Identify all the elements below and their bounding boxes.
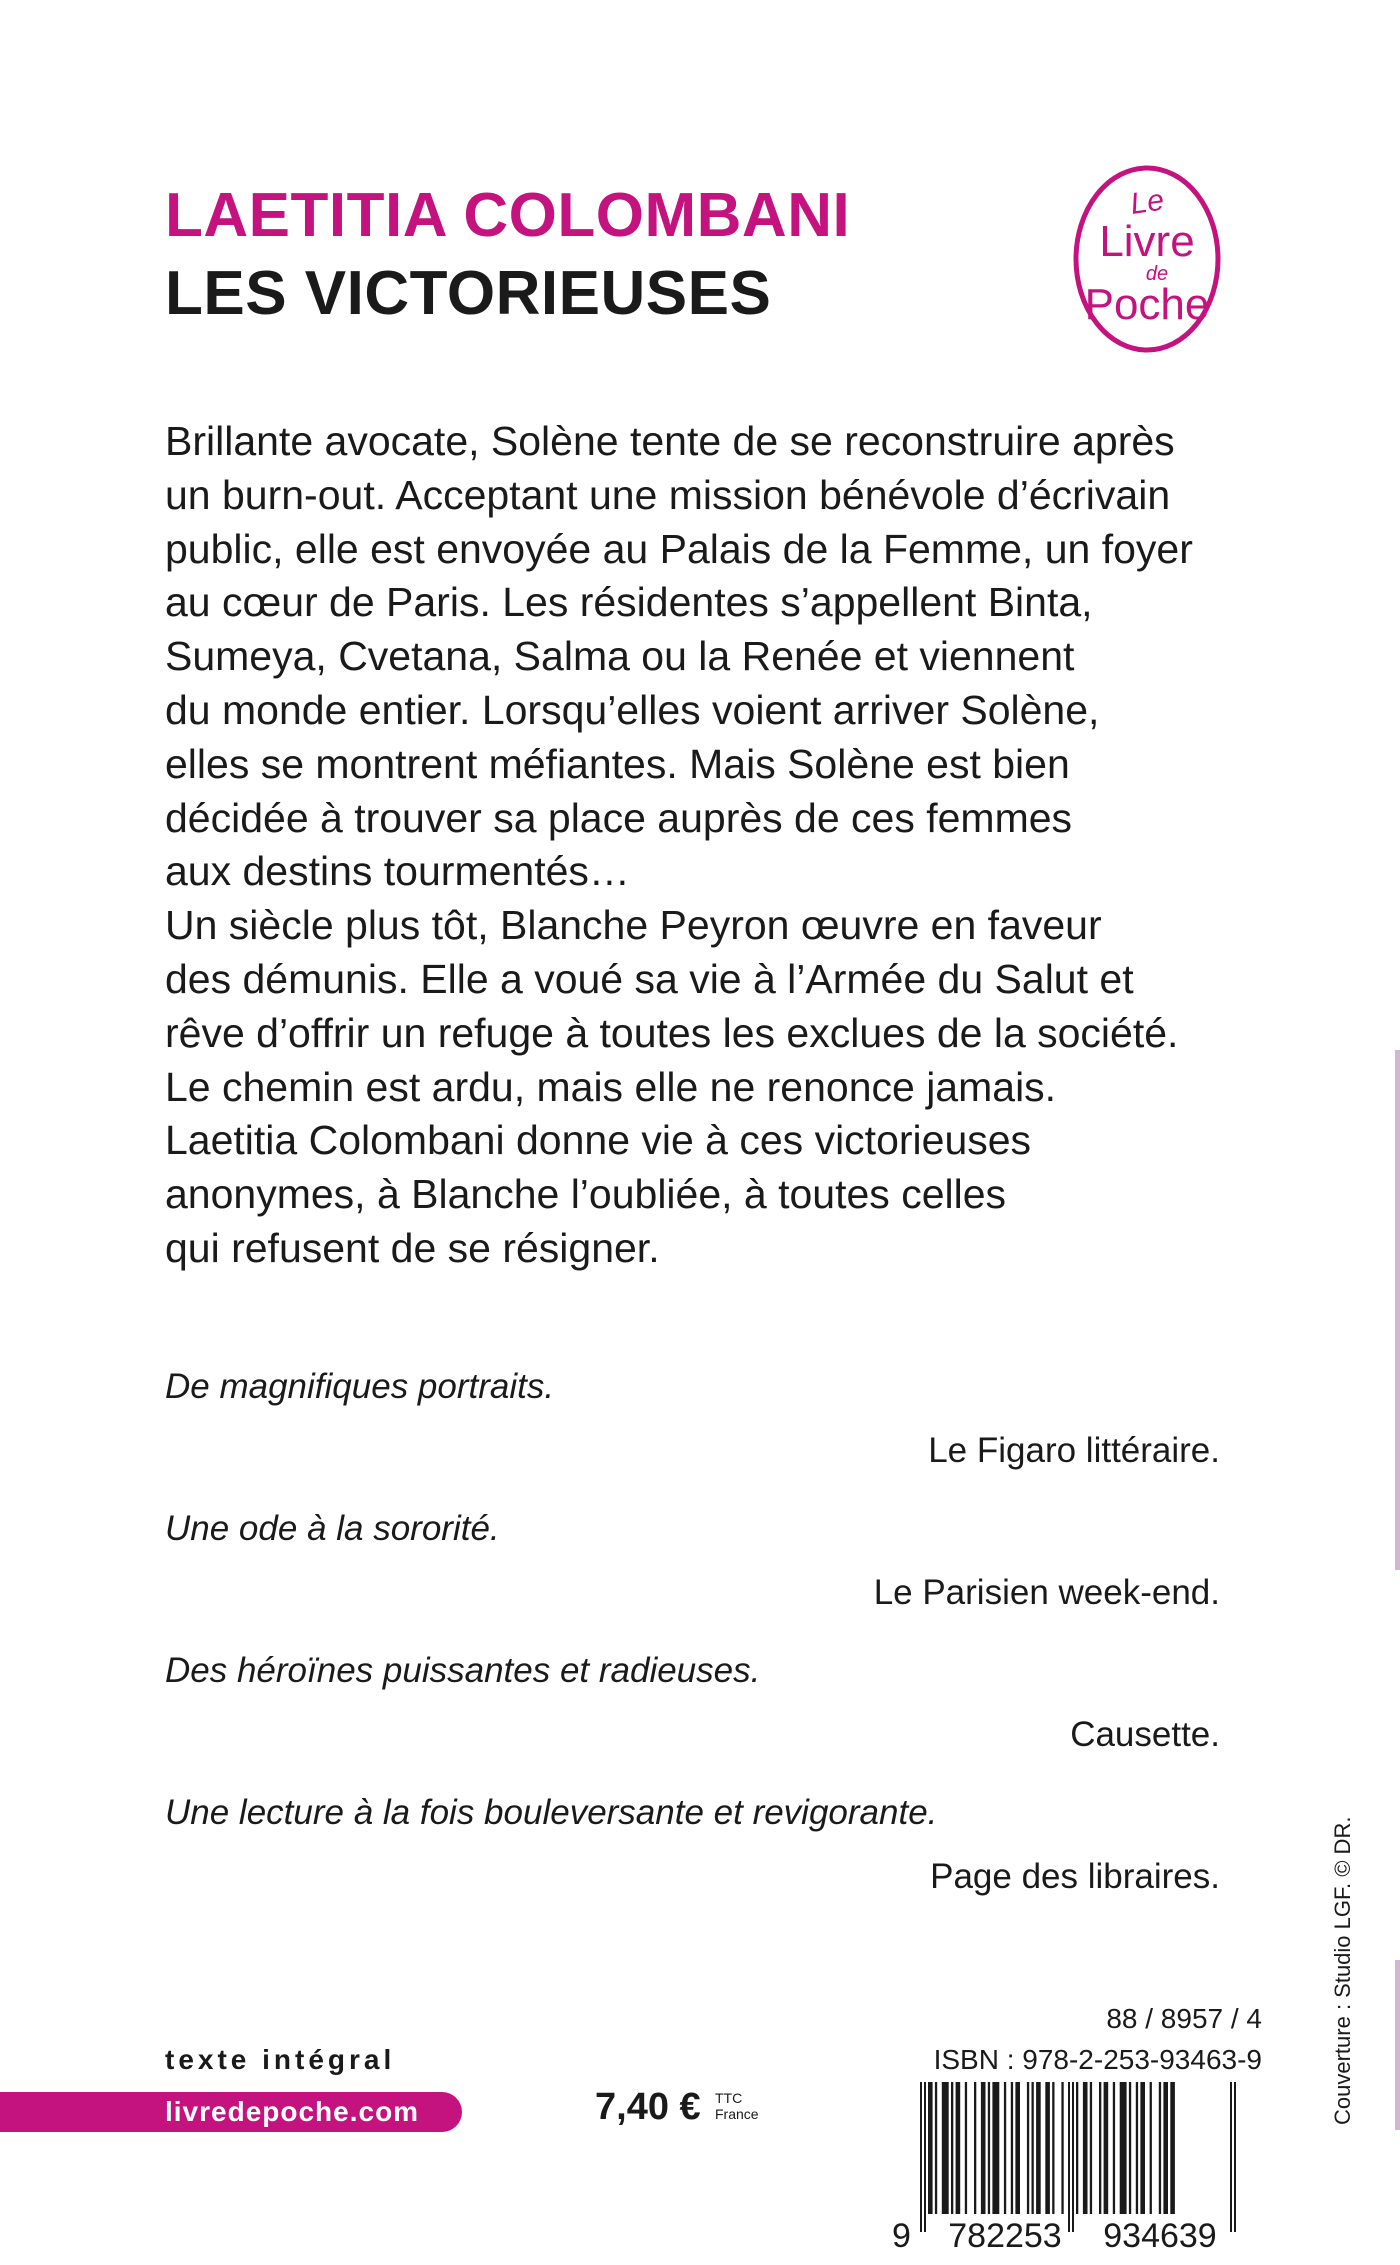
- barcode-bar: [1015, 2082, 1020, 2214]
- barcode-bar: [992, 2082, 999, 2214]
- barcode-bar: [1163, 2082, 1168, 2214]
- price: 7,40 €: [595, 2086, 701, 2128]
- quote-source: Page des libraires.: [930, 1857, 1220, 1896]
- barcode-bar: [935, 2082, 937, 2214]
- blurb-line: anonymes, à Blanche l’oubliée, à toutes celles: [165, 1171, 1007, 1218]
- blurb-line: Sumeya, Cvetana, Salma ou la Renée et viennent: [165, 633, 1075, 680]
- barcode-guard-bar: [1068, 2082, 1070, 2232]
- barcode-bar: [1061, 2082, 1063, 2214]
- barcode-bar: [981, 2082, 986, 2214]
- blurb-line: des démunis. Elle a voué sa vie à l’Armée du Salut et: [165, 955, 1134, 1002]
- barcode-guard-bar: [1234, 2082, 1236, 2232]
- barcode-bar: [965, 2082, 967, 2214]
- blurb-line: Brillante avocate, Solène tente de se reconstruire après: [165, 418, 1175, 464]
- logo-de: de: [1145, 263, 1169, 285]
- barcode-guard-bar: [924, 2082, 926, 2232]
- barcode-bar: [951, 2082, 953, 2214]
- barcode-bars: [920, 2082, 1236, 2232]
- blurb-line: Un siècle plus tôt, Blanche Peyron œuvre en faveur: [165, 902, 1102, 949]
- press-quote: [165, 1505, 1220, 1617]
- barcode-bar: [1170, 2082, 1175, 2214]
- barcode-bar: [1104, 2082, 1109, 2214]
- quote-text: Une ode à la sororité.: [165, 1509, 500, 1548]
- press-quote: [165, 1363, 1220, 1475]
- barcode-bar: [928, 2082, 933, 2214]
- blurb-line: au cœur de Paris. Les résidentes s’appellent Binta,: [165, 579, 1093, 626]
- quote-source: Causette.: [1070, 1715, 1220, 1754]
- barcode-bar: [1083, 2082, 1088, 2214]
- quote-source: Le Parisien week-end.: [873, 1573, 1220, 1612]
- logo-le: Le: [1128, 183, 1167, 221]
- reference-code: 88 / 8957 / 4: [1106, 2003, 1262, 2034]
- barcode-bar: [988, 2082, 990, 2214]
- barcode-bar: [1150, 2082, 1152, 2214]
- barcode-guard-bar: [1072, 2082, 1074, 2232]
- blurb-line: décidée à trouver sa place auprès de ces femmes: [165, 794, 1073, 841]
- barcode-bar: [1140, 2082, 1145, 2214]
- barcode-bar: [1159, 2082, 1161, 2214]
- barcode-bar: [1011, 2082, 1013, 2214]
- barcode-bar: [1113, 2082, 1115, 2214]
- quote-text: Une lecture à la fois bouleversante et revigorante.: [165, 1793, 938, 1832]
- edge-mark: [1395, 1960, 1400, 2130]
- barcode-bar: [1027, 2082, 1029, 2214]
- quote-text: De magnifiques portraits.: [165, 1367, 555, 1406]
- texte-integral-label: texte intégral: [165, 2044, 396, 2075]
- press-quote: [165, 1647, 1220, 1759]
- blurb-line: qui refusent de se résigner.: [165, 1224, 660, 1271]
- website-link[interactable]: livredepoche.com: [165, 2096, 420, 2127]
- quote-text: Des héroïnes puissantes et radieuses.: [165, 1651, 761, 1690]
- barcode-bar: [1120, 2082, 1127, 2214]
- barcode-bar: [1090, 2082, 1092, 2214]
- blurb-line: rêve d’offrir un refuge à toutes les exclues de la société.: [165, 1009, 1179, 1056]
- barcode-bar: [1045, 2082, 1050, 2214]
- edge-mark: [1395, 1050, 1400, 1570]
- barcode-bar: [1004, 2082, 1006, 2214]
- press-quote: [165, 1789, 1220, 1901]
- blurb-line: elles se montrent méfiantes. Mais Solène est bien: [165, 740, 1070, 787]
- blurb-line: Le chemin est ardu, mais elle ne renonce jamais.: [165, 1063, 1057, 1110]
- cover-credit: Couverture : Studio LGF. © DR.: [1330, 1816, 1355, 2125]
- barcode-bar: [1076, 2082, 1078, 2214]
- isbn: ISBN : 978-2-253-93463-9: [933, 2044, 1262, 2075]
- blurb-line: aux destins tourmentés…: [165, 848, 630, 895]
- barcode-first-digit: 9: [892, 2217, 911, 2252]
- logo-poche: Poche: [1084, 280, 1210, 329]
- barcode-guard-bar: [1230, 2082, 1232, 2232]
- barcode-bar: [1136, 2082, 1138, 2214]
- barcode-right-digits: 934639: [1103, 2217, 1217, 2252]
- quote-source: Le Figaro littéraire.: [928, 1431, 1220, 1470]
- blurb-line: Laetitia Colombani donne vie à ces victorieuses: [165, 1117, 1032, 1164]
- barcode-bar: [1032, 2082, 1034, 2214]
- author-name: LAETITIA COLOMBANI: [165, 181, 851, 250]
- price-tax-note: [715, 2090, 759, 2122]
- barcode-bar: [1052, 2082, 1054, 2214]
- book-title: LES VICTORIEUSES: [165, 259, 772, 328]
- ttc-label: TTC: [715, 2090, 743, 2106]
- press-quotes: [165, 1363, 1220, 1931]
- blurb-line: du monde entier. Lorsqu’elles voient arriver Solène,: [165, 686, 1100, 733]
- blurb-line: un burn-out. Acceptant une mission bénévole d’écrivain: [165, 471, 1171, 518]
- publisher-logo: [1072, 164, 1222, 354]
- barcode-guard-bar: [920, 2082, 922, 2232]
- barcode-bar: [942, 2082, 949, 2214]
- blurb-line: public, elle est envoyée au Palais de la Femme, un foyer: [165, 525, 1193, 572]
- barcode-bar: [1099, 2082, 1101, 2214]
- barcode-bar: [1129, 2082, 1131, 2214]
- blurb: [165, 415, 1235, 1276]
- barcode: [890, 2082, 1262, 2252]
- barcode-bar: [974, 2082, 976, 2214]
- barcode-bar: [1036, 2082, 1041, 2214]
- barcode-left-digits: 782253: [948, 2217, 1062, 2252]
- barcode-bar: [956, 2082, 961, 2214]
- logo-livre: Livre: [1099, 217, 1195, 266]
- france-label: France: [715, 2106, 759, 2122]
